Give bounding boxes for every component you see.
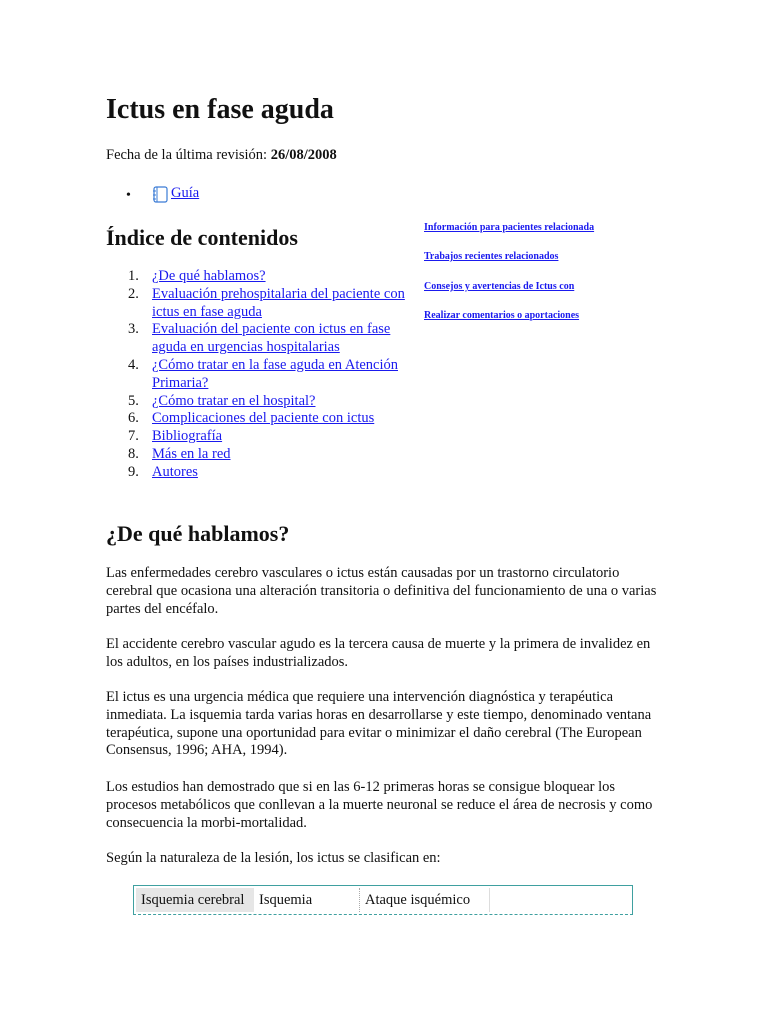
toc-number: 7. [128, 428, 139, 445]
paragraph: Según la naturaleza de la lesión, los ictus se clasifican en: [106, 850, 441, 866]
table-cell: Isquemia [254, 888, 360, 912]
toc-number: 1. [128, 268, 139, 284]
related-link-comments[interactable]: Realizar comentarios o aportaciones [424, 309, 580, 321]
section-title: ¿De qué hablamos? [106, 521, 290, 546]
related-links [424, 222, 664, 339]
paragraph: El ictus es una urgencia médica que requiere una intervención diagnóstica y terapéutica inmediata. La isquemia tarda varias horas en desarrollarse y este tiempo, denominado ventana terapéutica, supone una oportunidad para evitar o minimizar el daño cerebral (The European Consensus, 1996; AHA, 1994). [106, 689, 652, 759]
revision-label: Fecha de la última revisión: [106, 147, 271, 163]
page-title: Ictus en fase aguda [106, 94, 334, 125]
toc-link-de-que-hablamos[interactable]: ¿De qué hablamos? [152, 268, 266, 284]
table-cell [490, 888, 630, 912]
book-icon [152, 186, 170, 203]
toc-item [106, 286, 416, 322]
related-link-patient-info[interactable]: Información para pacientes relacionada [424, 222, 595, 233]
paragraph: Los estudios han demostrado que si en las 6-12 primeras horas se consigue bloquear los procesos metabólicos que conllevan a la muerte neuronal se reduce el área de necrosis y como consecuencia la morbi-mortalidad. [106, 779, 653, 831]
toc-item [106, 393, 416, 411]
toc-item [106, 357, 416, 393]
guia-link[interactable] [128, 183, 199, 203]
toc-link-hospital[interactable]: ¿Cómo tratar en el hospital? [152, 392, 316, 409]
toc-number: 8. [128, 445, 139, 462]
revision-date-line [106, 146, 337, 164]
bullet: • [126, 188, 131, 203]
table-cell: Isquemia cerebral [136, 888, 254, 912]
toc-number: 9. [128, 463, 139, 480]
toc-link-atencion-primaria[interactable]: ¿Cómo tratar en la fase aguda en Atención Primaria? [152, 356, 398, 391]
toc-number: 4. [128, 356, 139, 373]
toc-number: 2. [128, 285, 139, 302]
toc-item [106, 428, 416, 446]
toc-link-mas-en-la-red[interactable]: Más en la red [152, 445, 231, 462]
related-link-advice[interactable]: Consejos y avertencias de Ictus con [424, 280, 575, 292]
toc-link-bibliografia[interactable]: Bibliografía [152, 428, 223, 445]
table-cell: Ataque isquémico [360, 888, 490, 912]
toc-item [106, 268, 416, 286]
paragraph: El accidente cerebro vascular agudo es la tercera causa de muerte y la primera de invalidez en los adultos, en los países industrializados. [106, 636, 651, 670]
toc-link-evaluacion-urgencias[interactable]: Evaluación del paciente con ictus en fase aguda en urgencias hospitalarias [152, 321, 391, 356]
toc-number: 3. [128, 321, 139, 338]
toc-item [106, 410, 416, 428]
toc-item [106, 321, 416, 357]
revision-date: 26/08/2008 [270, 147, 337, 163]
guia-list-item [128, 183, 199, 203]
guia-link-label: Guía [171, 185, 200, 201]
table-of-contents [106, 268, 416, 482]
classification-table [133, 885, 633, 915]
toc-link-complicaciones[interactable]: Complicaciones del paciente con ictus [152, 410, 375, 427]
toc-link-evaluacion-prehospitalaria[interactable]: Evaluación prehospitalaria del paciente con ictus en fase aguda [152, 285, 405, 320]
toc-item [106, 464, 416, 482]
related-link-recent-work[interactable]: Trabajos recientes relacionados [424, 251, 559, 263]
toc-number: 6. [128, 410, 139, 427]
paragraph: Las enfermedades cerebro vasculares o ictus están causadas por un trastorno circulatorio cerebral que ocasiona una alteración transitoria o definitiva del funcionamiento de una o varias partes del encéfalo. [106, 565, 657, 617]
toc-number: 5. [128, 392, 139, 409]
toc-item [106, 446, 416, 464]
toc-link-autores[interactable]: Autores [152, 463, 198, 480]
index-title: Índice de contenidos [106, 225, 298, 250]
